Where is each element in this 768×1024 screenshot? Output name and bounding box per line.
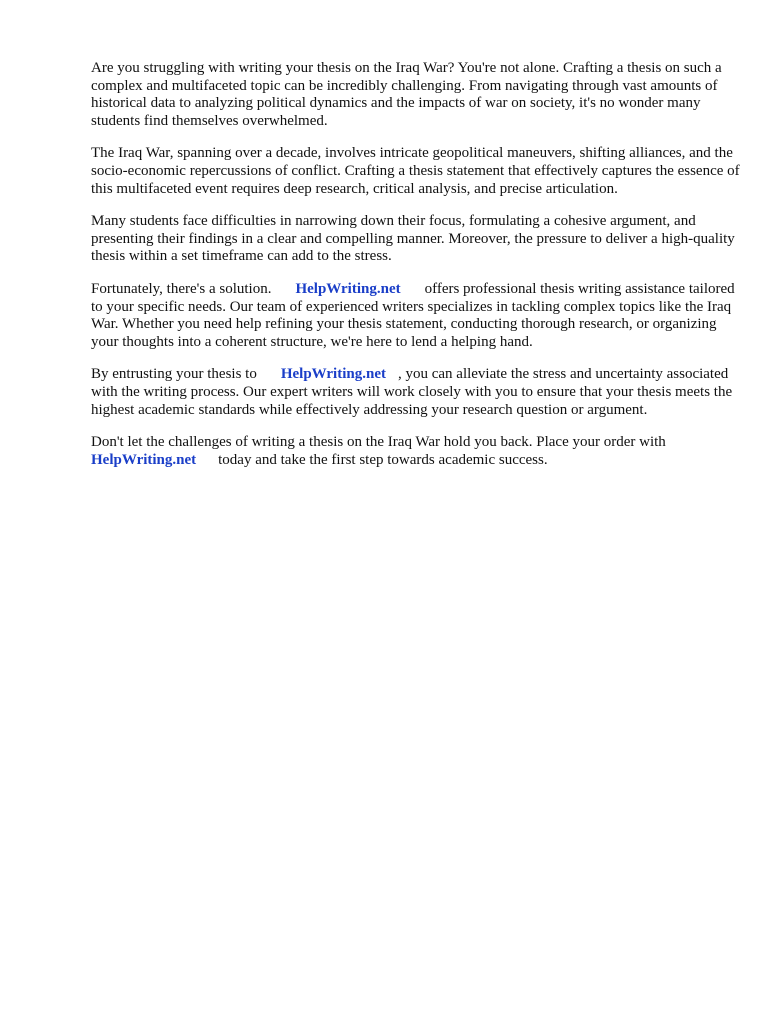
paragraph-difficulties-text: Many students face difficulties in narrowing down their focus, formulating a cohesive argument, and presenting their findings in a clear and compelling manner. Moreover, the pressure to deliver a high-quality thesis within a set timeframe can add to the stress.: [91, 213, 735, 265]
helpwriting-link-solution[interactable]: HelpWriting.net: [295, 280, 401, 297]
paragraph-solution-rest: offers professional thesis writing assistance tailored to your specific needs. Our team of experienced writers specializes in tackling complex topics like the Iraq War. Whether you need help refining your thesis statement, conducting thorough research, or organizing your thoughts into a coherent structure, we're here to lend a helping hand.: [91, 280, 735, 350]
document-body: [91, 60, 741, 484]
paragraph-call-to-action-rest: today and take the first step towards academic success.: [218, 451, 548, 468]
paragraph-call-to-action-lead: Don't let the challenges of writing a thesis on the Iraq War hold you back. Place your order with: [91, 434, 666, 451]
helpwriting-link-entrusting[interactable]: HelpWriting.net: [280, 366, 386, 383]
paragraph-call-to-action: [91, 434, 741, 469]
paragraph-solution-lead: Fortunately, there's a solution.: [91, 280, 272, 297]
paragraph-entrusting-lead: By entrusting your thesis to: [91, 366, 257, 383]
paragraph-iraq-war: [91, 145, 741, 198]
paragraph-difficulties: [91, 213, 741, 266]
paragraph-intro-text: Are you struggling with writing your thesis on the Iraq War? You're not alone. Crafting a thesis on such a complex and multifaceted topic can be incredibly challenging. From navigating through vast amounts of historical data to analyzing political dynamics and the impacts of war on society, it's no wonder many students find themselves overwhelmed.: [91, 60, 722, 129]
paragraph-solution: [91, 281, 741, 351]
paragraph-iraq-war-text: The Iraq War, spanning over a decade, involves intricate geopolitical maneuvers, shifting alliances, and the socio-economic repercussions of conflict. Crafting a thesis statement that effectively captures the essence of this multifaceted event requires deep research, critical analysis, and precise articulation.: [91, 145, 740, 197]
paragraph-entrusting: [91, 366, 741, 419]
paragraph-entrusting-rest: , you can alleviate the stress and uncertainty associated with the writing process. Our expert writers will work closely with you to ensure that your thesis meets the highest academic standards while effectively addressing your research question or argument.: [91, 366, 733, 418]
helpwriting-link-order[interactable]: HelpWriting.net: [91, 451, 197, 468]
paragraph-intro: [91, 60, 741, 130]
